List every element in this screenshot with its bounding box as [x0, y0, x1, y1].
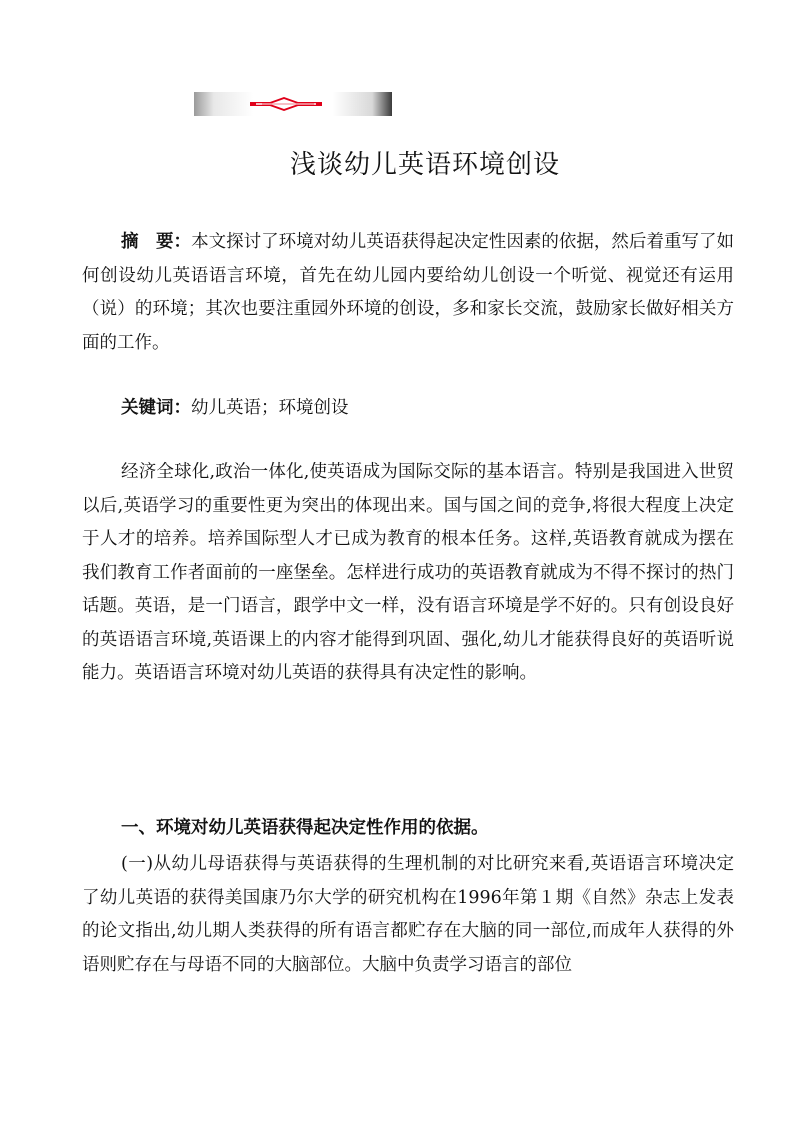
- section-heading: 一、环境对幼儿英语获得起决定性作用的依据。: [121, 818, 489, 838]
- document-title: 浅谈幼儿英语环境创设: [290, 150, 561, 180]
- abstract-text: 本文探讨了环境对幼儿英语获得起决定性因素的依据，然后着重写了如何创设幼儿英语语言环境，首先在幼儿园内要给幼儿创设一个听觉、视觉还有运用（说）的环境；其次也要注重园外环境的创设，多和家长交流，鼓励家长做好相关方面的工作。: [82, 232, 735, 353]
- keywords-text: 幼儿英语；环境创设: [191, 398, 349, 418]
- abstract-label: 摘 要：: [121, 232, 192, 252]
- keywords-label: 关键词：: [121, 398, 191, 418]
- intro-paragraph: 经济全球化,政治一体化,使英语成为国际交际的基本语言。特别是我国进入世贸以后,英语学习的重要性更为突出的体现出来。国与国之间的竞争,将很大程度上决定于人才的培养。培养国际型人才已成为教育的根本任务。这样,英语教育就成为摆在我们教育工作者面前的一座堡垒。怎样进行成功的英语教育就成为不得不探讨的热门话题。英语，是一门语言，跟学中文一样，没有语言环境是学不好的。只有创设良好的英语语言环境,英语课上的内容才能得到巩固、强化,幼儿才能获得良好的英语听说能力。英语语言环境对幼儿英语的获得具有决定性的影响。: [82, 462, 734, 683]
- decorative-banner: [194, 92, 392, 116]
- keywords-paragraph: [82, 392, 734, 426]
- banner-ornament-icon: [194, 92, 392, 116]
- abstract-paragraph: [82, 226, 734, 360]
- section-paragraph: (一)从幼儿母语获得与英语获得的生理机制的对比研究来看,英语语言环境决定了幼儿英语的获得美国康乃尔大学的研究机构在1996年第１期《自然》杂志上发表的论文指出,幼儿期人类获得的所有语言都贮存在大脑的同一部位,而成年人获得的外语则贮存在与母语不同的大脑部位。大脑中负责学习语言的部位: [82, 854, 734, 975]
